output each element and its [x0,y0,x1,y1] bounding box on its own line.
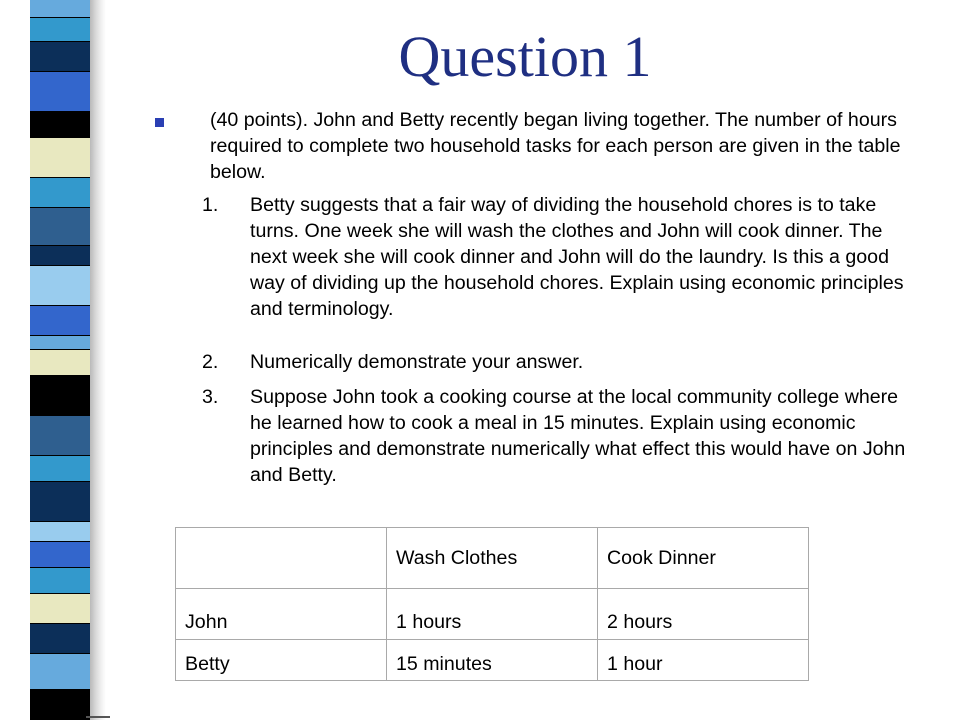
question-number: 2. [202,351,219,373]
decorative-strip-block [30,138,90,178]
table-row [176,589,809,640]
decorative-strip-block [30,624,90,654]
decorative-strip-block [30,654,90,690]
decorative-strip-block [30,72,90,112]
decorative-strip-block [30,112,90,138]
chores-time-table [175,527,809,681]
table-cell: 1 hour [598,640,809,681]
decorative-strip-block [30,416,90,456]
decorative-strip-block [30,208,90,246]
table-cell: John [176,589,387,640]
decorative-strip-block [30,594,90,624]
decorative-strip-block [30,456,90,482]
decorative-strip-block [30,42,90,72]
table-cell: 1 hours [387,589,598,640]
table-header-cell: Cook Dinner [598,528,809,589]
slide-title: Question 1 [398,24,652,89]
decorative-strip-block [30,542,90,568]
decorative-strip-block [30,482,90,522]
question-number: 3. [202,386,219,408]
decorative-strip-block [30,522,90,542]
question-item-1 [202,192,910,322]
decorative-strip-block [30,266,90,306]
decorative-strip-block [30,246,90,266]
square-bullet-icon [155,118,164,127]
decorative-strip-block [30,18,90,42]
question-text: Betty suggests that a fair way of dividing the household chores is to take turns. One week she will wash the clothes and John will cook dinner. The next week she will cook dinner and John will do the laundry. Is this a good way of dividing up the household chores. Explain using economic principles and terminology. [250,194,904,320]
question-item-3 [202,384,910,488]
table-row [176,640,809,681]
table-header-cell: Wash Clothes [387,528,598,589]
decorative-strip-block [30,178,90,208]
table-cell: 15 minutes [387,640,598,681]
decorative-color-strip [30,0,90,720]
question-text: Suppose John took a cooking course at the local community college where he learned how to cook a meal in 15 minutes. Explain using economic principles and demonstrate numerically what effect this would have on John and Betty. [250,386,906,486]
table-cell: 2 hours [598,589,809,640]
question-text: Numerically demonstrate your answer. [250,351,584,373]
decorative-strip-shadow [90,0,106,720]
question-number: 1. [202,194,219,216]
question-item-2 [202,349,910,375]
decorative-footer-line [86,716,110,718]
decorative-strip-block [30,306,90,336]
decorative-strip-block [30,350,90,376]
decorative-strip-block [30,0,90,18]
intro-paragraph: (40 points). John and Betty recently began living together. The number of hours required to complete two household tasks for each person are given in the table below. [210,109,901,183]
decorative-strip-block [30,376,90,416]
table-header-row [176,528,809,589]
table-header-cell [176,528,387,589]
decorative-strip-block [30,568,90,594]
decorative-strip-block [30,690,90,720]
decorative-strip-block [30,336,90,350]
table-cell: Betty [176,640,387,681]
